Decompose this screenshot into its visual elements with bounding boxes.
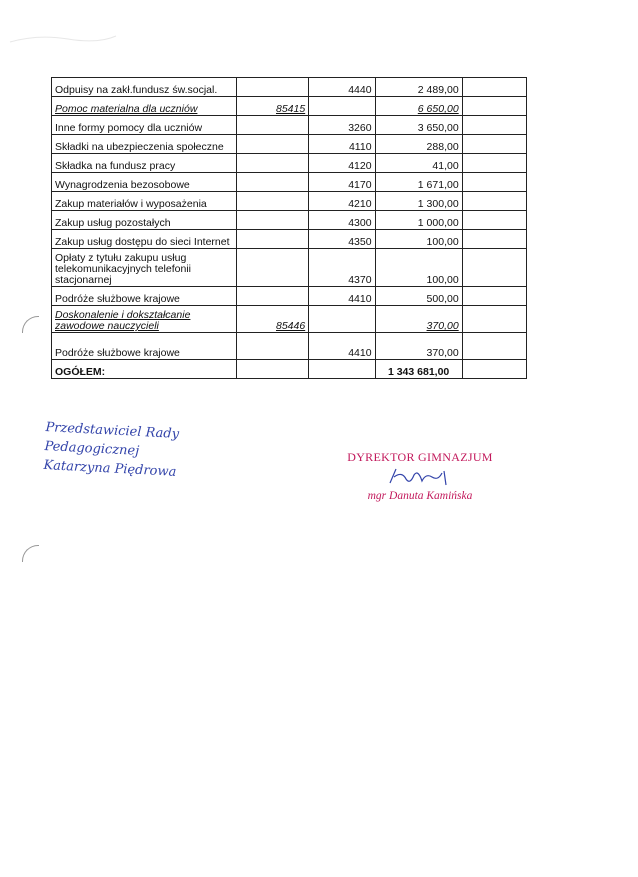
row-amount-cell: 1 343 681,00 xyxy=(375,360,462,379)
table-row xyxy=(52,192,527,211)
row-extra-cell xyxy=(462,211,526,230)
row-name-cell: Zakup materiałów i wyposażenia xyxy=(52,192,237,211)
row-name-cell: Pomoc materialna dla uczniów xyxy=(52,97,237,116)
punch-hole-mark xyxy=(22,316,39,333)
table-row xyxy=(52,154,527,173)
scan-artifact xyxy=(8,30,118,48)
row-section-cell: 85415 xyxy=(236,97,309,116)
row-name-cell: OGÓŁEM: xyxy=(52,360,237,379)
council-representative-signature xyxy=(43,418,246,488)
row-amount-cell: 288,00 xyxy=(375,135,462,154)
row-paragraph-cell: 4210 xyxy=(309,192,375,211)
row-name-cell: Podróże służbowe krajowe xyxy=(52,287,237,306)
row-paragraph-cell: 4350 xyxy=(309,230,375,249)
row-paragraph-cell: 4410 xyxy=(309,287,375,306)
row-extra-cell xyxy=(462,360,526,379)
row-extra-cell xyxy=(462,249,526,287)
row-paragraph-cell xyxy=(309,97,375,116)
row-paragraph-cell: 4440 xyxy=(309,78,375,97)
row-paragraph-cell xyxy=(309,360,375,379)
row-amount-cell: 370,00 xyxy=(375,306,462,333)
row-section-cell xyxy=(236,211,309,230)
row-name-cell: Doskonalenie i dokształcanie zawodowe nauczycieli xyxy=(52,306,237,333)
table-row xyxy=(52,78,527,97)
row-section-cell: 85446 xyxy=(236,306,309,333)
row-extra-cell xyxy=(462,173,526,192)
table-row xyxy=(52,306,527,333)
row-amount-cell: 370,00 xyxy=(375,333,462,360)
budget-table xyxy=(51,77,527,379)
table-row xyxy=(52,116,527,135)
row-paragraph-cell: 4120 xyxy=(309,154,375,173)
row-extra-cell xyxy=(462,306,526,333)
row-extra-cell xyxy=(462,78,526,97)
table-row xyxy=(52,211,527,230)
table-row xyxy=(52,230,527,249)
row-amount-cell: 1 000,00 xyxy=(375,211,462,230)
row-amount-cell: 1 671,00 xyxy=(375,173,462,192)
council-signature-line: Przedstawiciel Rady xyxy=(45,419,180,442)
row-section-cell xyxy=(236,154,309,173)
row-amount-cell: 6 650,00 xyxy=(375,97,462,116)
row-amount-cell: 100,00 xyxy=(375,230,462,249)
total-row xyxy=(52,360,527,379)
council-signature-line: Katarzyna Piędrowa xyxy=(43,457,177,480)
punch-hole-mark xyxy=(22,545,39,562)
council-signature-line: Pedagogicznej xyxy=(44,438,140,459)
row-section-cell xyxy=(236,360,309,379)
row-section-cell xyxy=(236,116,309,135)
row-section-cell xyxy=(236,135,309,154)
table-row xyxy=(52,97,527,116)
row-extra-cell xyxy=(462,230,526,249)
row-extra-cell xyxy=(462,135,526,154)
row-paragraph-cell: 4300 xyxy=(309,211,375,230)
row-name-cell: Zakup usług pozostałych xyxy=(52,211,237,230)
row-extra-cell xyxy=(462,287,526,306)
row-amount-cell: 41,00 xyxy=(375,154,462,173)
row-paragraph-cell: 4370 xyxy=(309,249,375,287)
row-amount-cell: 500,00 xyxy=(375,287,462,306)
row-section-cell xyxy=(236,230,309,249)
row-extra-cell xyxy=(462,97,526,116)
table-row xyxy=(52,333,527,360)
row-extra-cell xyxy=(462,333,526,360)
director-stamp xyxy=(335,450,505,502)
row-extra-cell xyxy=(462,116,526,135)
row-name-cell: Podróże służbowe krajowe xyxy=(52,333,237,360)
row-extra-cell xyxy=(462,192,526,211)
row-name-cell: Odpuisy na zakł.fundusz św.socjal. xyxy=(52,78,237,97)
row-name-cell: Składka na fundusz pracy xyxy=(52,154,237,173)
table-row xyxy=(52,249,527,287)
row-section-cell xyxy=(236,192,309,211)
row-amount-cell: 1 300,00 xyxy=(375,192,462,211)
row-section-cell xyxy=(236,333,309,360)
row-amount-cell: 100,00 xyxy=(375,249,462,287)
row-paragraph-cell xyxy=(309,306,375,333)
row-name-cell: Inne formy pomocy dla uczniów xyxy=(52,116,237,135)
row-paragraph-cell: 4170 xyxy=(309,173,375,192)
row-paragraph-cell: 3260 xyxy=(309,116,375,135)
row-section-cell xyxy=(236,78,309,97)
table-row xyxy=(52,173,527,192)
row-section-cell xyxy=(236,287,309,306)
row-name-cell: Opłaty z tytułu zakupu usług telekomunikacyjnych telefonii stacjonarnej xyxy=(52,249,237,287)
row-section-cell xyxy=(236,173,309,192)
row-name-cell: Składki na ubezpieczenia społeczne xyxy=(52,135,237,154)
row-paragraph-cell: 4410 xyxy=(309,333,375,360)
director-title: DYREKTOR GIMNAZJUM xyxy=(347,450,493,464)
row-paragraph-cell: 4110 xyxy=(309,135,375,154)
table-row xyxy=(52,287,527,306)
row-name-cell: Wynagrodzenia bezosobowe xyxy=(52,173,237,192)
row-name-cell: Zakup usług dostępu do sieci Internet xyxy=(52,230,237,249)
row-extra-cell xyxy=(462,154,526,173)
row-section-cell xyxy=(236,249,309,287)
row-amount-cell: 2 489,00 xyxy=(375,78,462,97)
table-row xyxy=(52,135,527,154)
row-amount-cell: 3 650,00 xyxy=(375,116,462,135)
director-handwritten-signature xyxy=(380,465,460,489)
director-name: mgr Danuta Kamińska xyxy=(367,490,473,502)
